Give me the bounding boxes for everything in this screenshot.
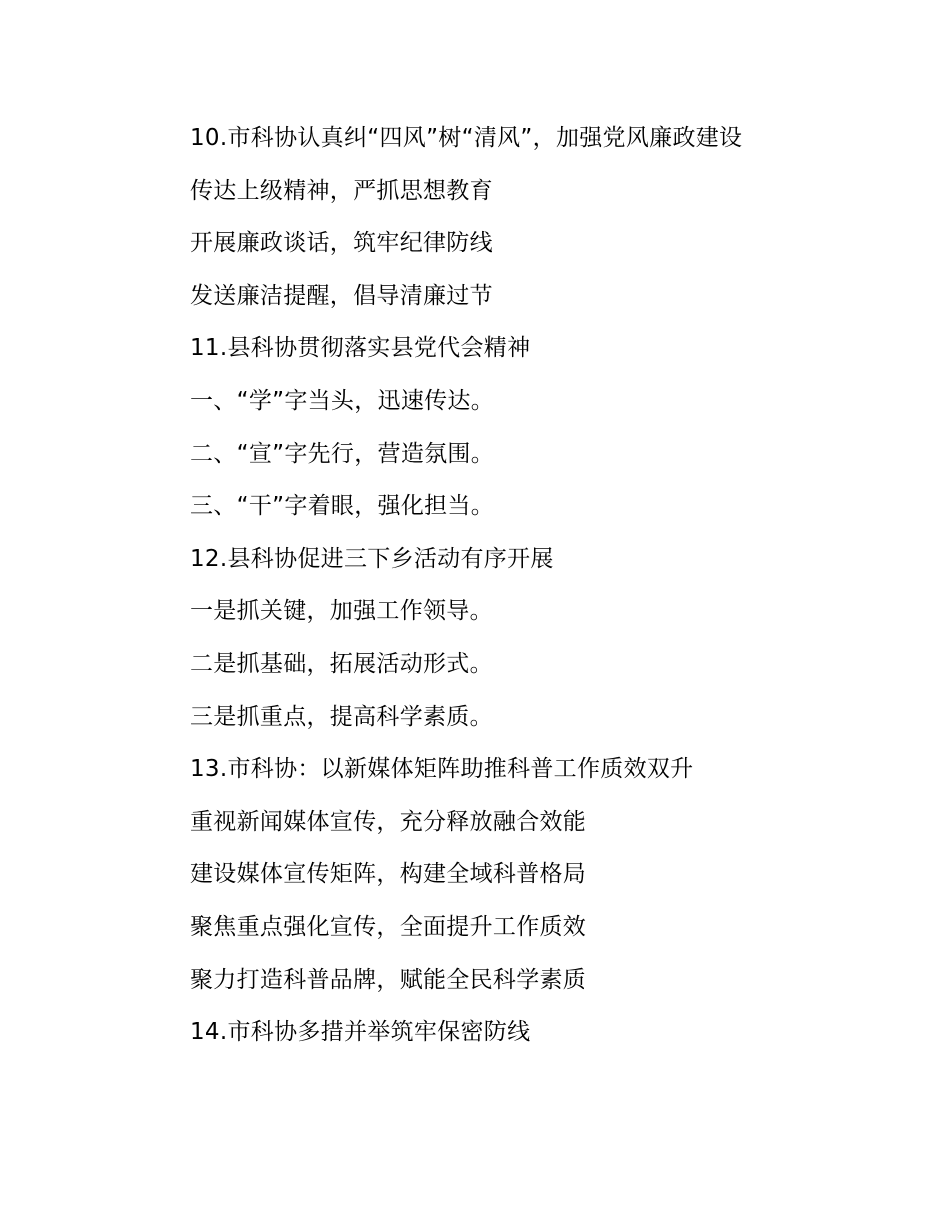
heading-10: 10.市科协认真纠“四风”树“清风”，加强党风廉政建设	[190, 125, 743, 151]
paragraph-line: 一是抓关键，加强工作领导。	[190, 598, 493, 625]
paragraph-line: 二、“宣”字先行，营造氛围。	[190, 440, 495, 467]
paragraph-line: 三、“干”字着眼，强化担当。	[190, 493, 495, 520]
paragraph-line: 聚焦重点强化宣传，全面提升工作质效	[190, 913, 587, 940]
heading-11: 11.县科协贯彻落实县党代会精神	[190, 335, 531, 362]
paragraph-line: 发送廉洁提醒，倡导清廉过节	[190, 282, 493, 309]
paragraph-line: 开展廉政谈话，筑牢纪律防线	[190, 230, 493, 257]
heading-12: 12.县科协促进三下乡活动有序开展	[190, 545, 554, 572]
paragraph-line: 建设媒体宣传矩阵，构建全域科普格局	[190, 861, 587, 888]
heading-13: 13.市科协：以新媒体矩阵助推科普工作质效双升	[190, 756, 694, 783]
paragraph-line: 传达上级精神，严抓思想教育	[190, 177, 493, 204]
paragraph-line: 一、“学”字当头，迅速传达。	[190, 387, 495, 414]
paragraph-line: 三是抓重点，提高科学素质。	[190, 703, 493, 730]
heading-14: 14.市科协多措并举筑牢保密防线	[190, 1019, 531, 1046]
document-body	[190, 112, 890, 1059]
paragraph-line: 聚力打造科普品牌，赋能全民科学素质	[190, 966, 587, 993]
paragraph-line: 重视新闻媒体宣传，充分释放融合效能	[190, 808, 587, 835]
paragraph-line: 二是抓基础，拓展活动形式。	[190, 650, 493, 677]
